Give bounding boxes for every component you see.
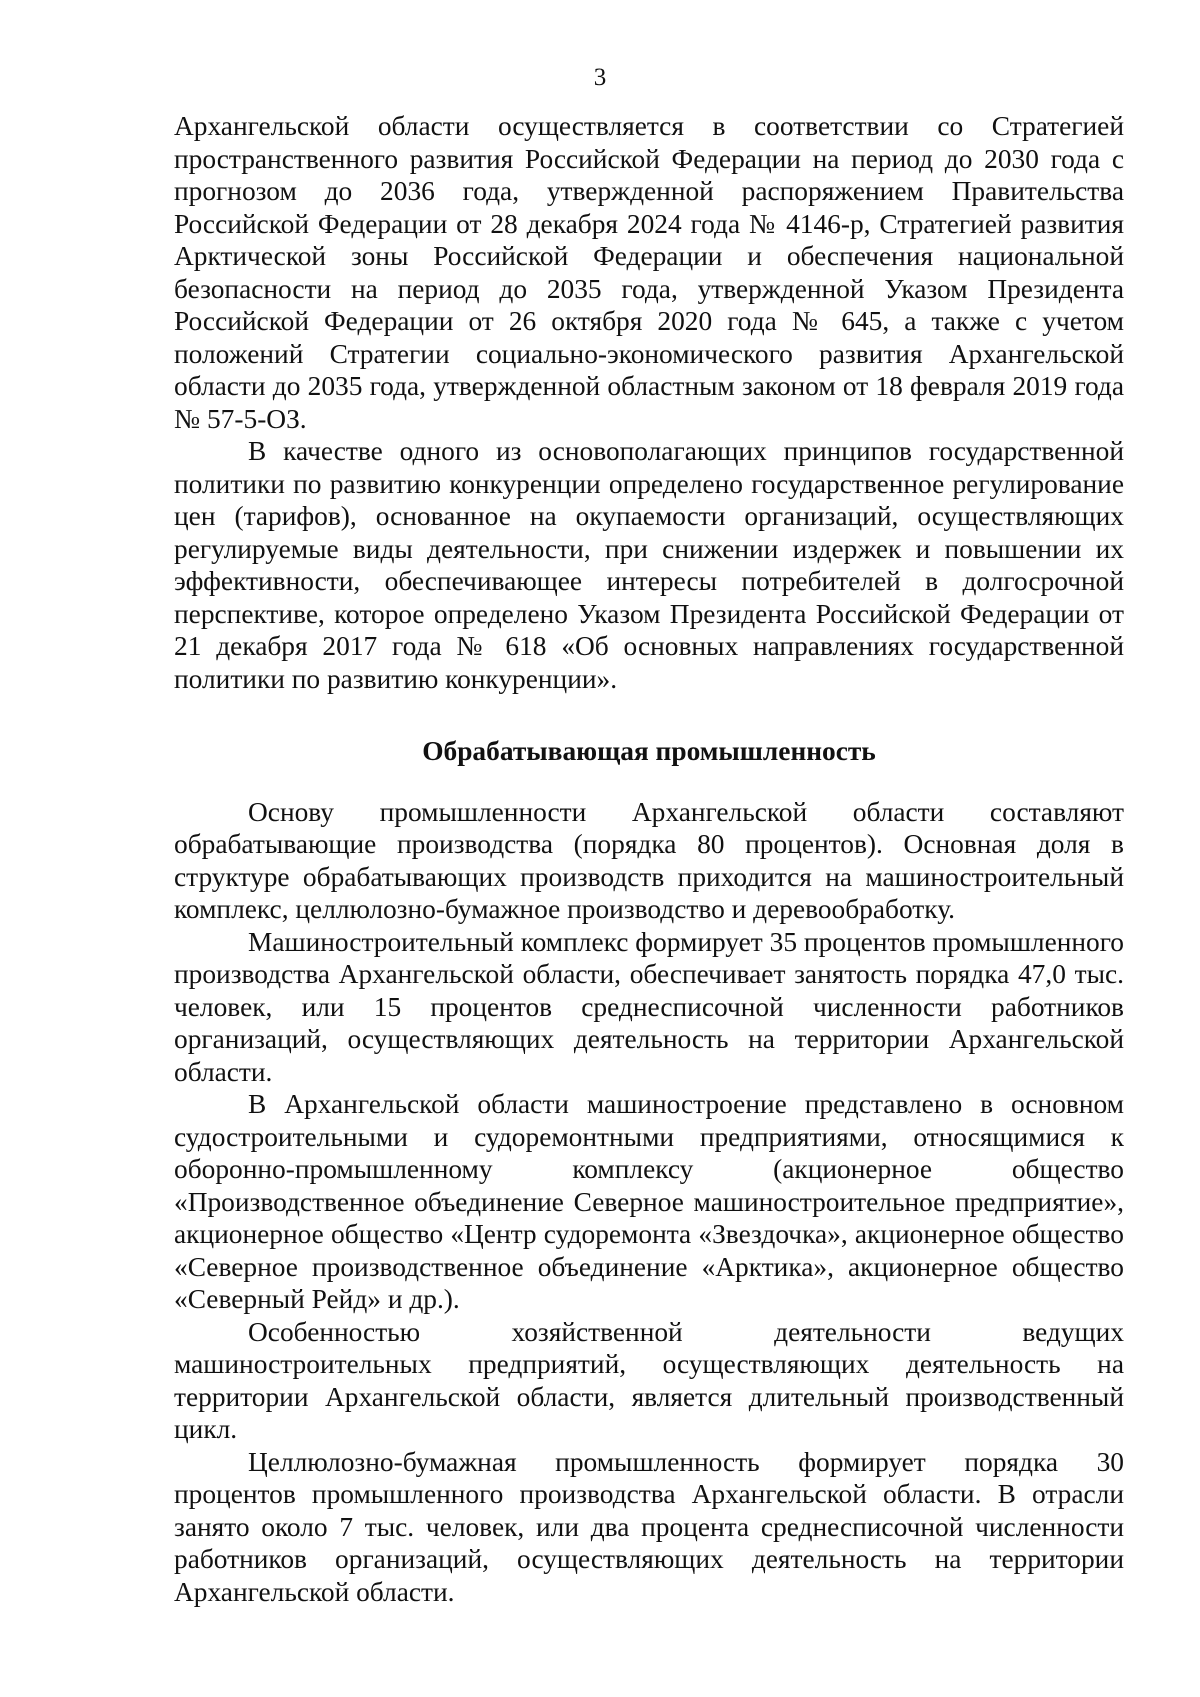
paragraph-tariff-regulation: В качестве одного из основополагающих принципов государственной политики по развитию конкуренции определено государственное регулирование цен (тарифов), основанное на окупаемости организаций, осуществляющих регулируемые виды деятельности, при снижении издержек и повышении их эффективности, обеспечивающее интересы потребителей в долгосрочной перспективе, которое определено Указом Президента Российской Федерации от 21 декабря 2017 года № 618 «Об основных направлениях государственной политики по развитию конкуренции». bbox=[174, 436, 1124, 694]
paragraph-shipbuilding: В Архангельской области машиностроение представлено в основном судостроительными и судоремонтными предприятиями, относящимися к оборонно-промышленному комплексу (акционерное общество «Производственное объединение Северное машиностроительное предприятие», акционерное общество «Центр судоремонта «Звездочка», акционерное общество «Северное производственное объединение «Арктика», акционерное общество «Северный Рейд» и др.). bbox=[174, 1089, 1124, 1314]
paragraph-industry-basis: Основу промышленности Архангельской области составляют обрабатывающие производства (порядка 80 процентов). Основная доля в структуре обрабатывающих производств приходится на машиностроительный комплекс, целлюлозно-бумажное производство и деревообработку. bbox=[174, 796, 1124, 924]
paragraph-machine-building: Машиностроительный комплекс формирует 35 процентов промышленного производства Архангельской области, обеспечивает занятость порядка 47,0 тыс. человек, или 15 процентов среднесписочной численности работников организаций, осуществляющих деятельность на территории Архангельской области. bbox=[174, 926, 1124, 1087]
paragraph-pulp-paper: Целлюлозно-бумажная промышленность формирует порядка 30 процентов промышленного производства Архангельской области. В отрасли занято около 7 тыс. человек, или два процента среднесписочной численности работников организаций, осуществляющих деятельность на территории Архангельской области. bbox=[174, 1446, 1124, 1607]
section-heading: Обрабатывающая промышленность bbox=[422, 736, 876, 766]
page-number: 3 bbox=[593, 64, 607, 91]
paragraph-strategy-continuation: Архангельской области осуществляется в соответствии со Стратегией пространственного развития Российской Федерации на период до 2030 года с прогнозом до 2036 года, утвержденной распоряжением Правительства Российской Федерации от 28 декабря 2024 года № 4146-р, Стратегией развития Арктической зоны Российской Федерации и обеспечения национальной безопасности на период до 2035 года, утвержденной Указом Президента Российской Федерации от 26 октября 2020 года № 645, а также с учетом положений Стратегии социально-экономического развития Архангельской области до 2035 года, утвержденной областным законом от 18 февраля 2019 года № 57-5-ОЗ. bbox=[174, 111, 1124, 434]
paragraph-production-cycle: Особенностью хозяйственной деятельности ведущих машиностроительных предприятий, осуществляющих деятельность на территории Архангельской области, является длительный производственный цикл. bbox=[174, 1316, 1124, 1444]
document-body bbox=[174, 110, 1124, 1608]
